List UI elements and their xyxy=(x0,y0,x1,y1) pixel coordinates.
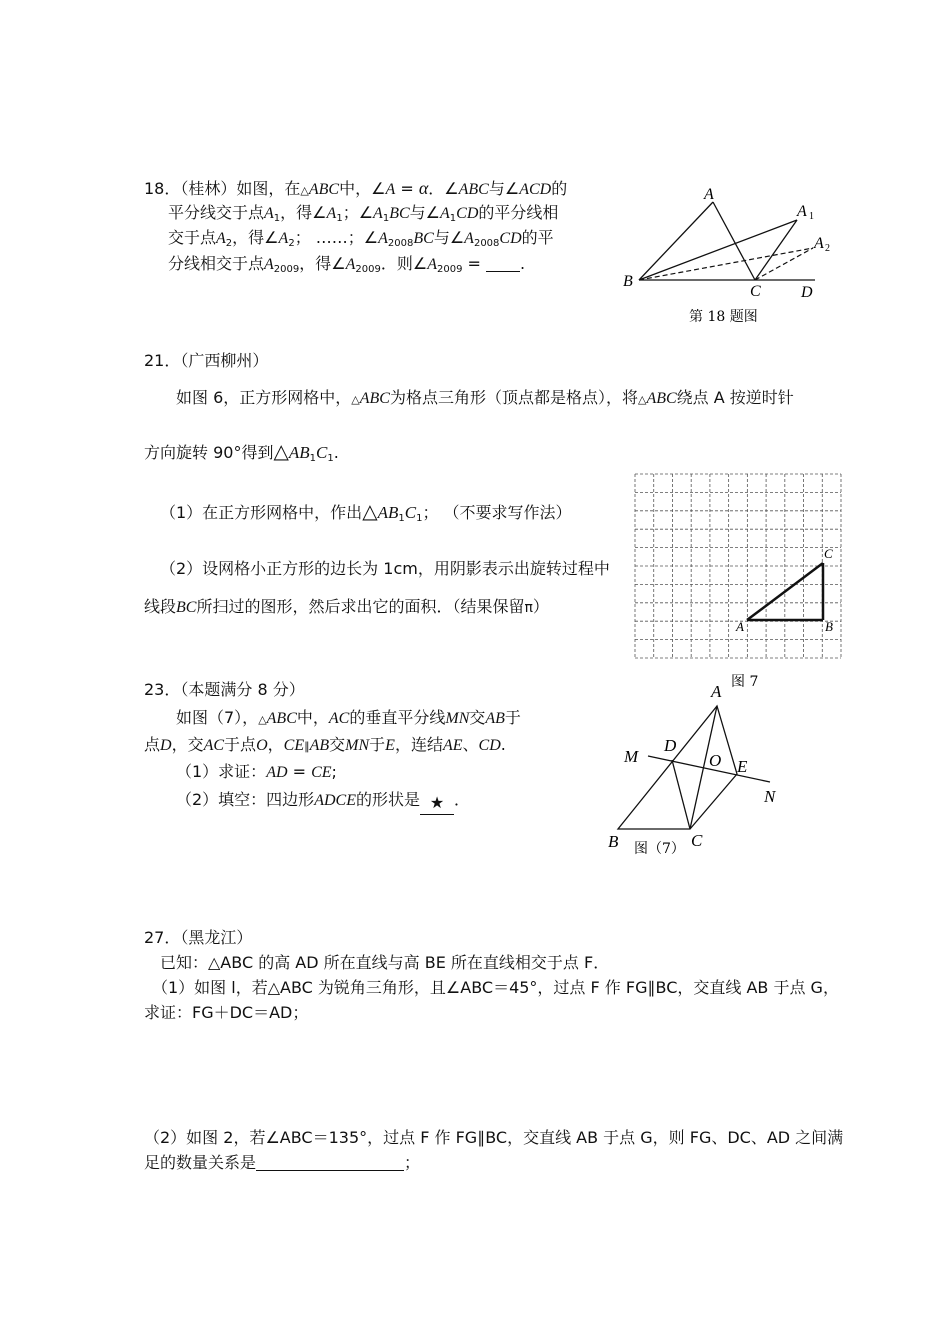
q23-text: 于 xyxy=(504,708,521,727)
q18-sub: 2009 xyxy=(273,264,300,275)
q21-text: （2）设网格小正方形的边长为 1cm，用阴影表示出旋转过程中 xyxy=(160,559,610,578)
q23-source: （本题满分 8 分） xyxy=(180,680,305,699)
q23-text: 的垂直平分线 xyxy=(349,708,446,727)
q23-text: 点 xyxy=(144,735,161,754)
triangle-symbol: △ xyxy=(362,499,378,523)
q18-var: BC xyxy=(389,205,410,222)
q21-sub: 1 xyxy=(416,513,423,524)
q18-var: A xyxy=(264,256,274,273)
q21-line-2 xyxy=(176,387,794,411)
q23-text: ， xyxy=(267,735,284,754)
q18-var: A xyxy=(440,205,450,222)
q27-number: 27． xyxy=(144,928,181,947)
q18-var: CD xyxy=(456,205,479,222)
q18-var: A xyxy=(264,205,274,222)
q21-text: ； （不要求写作法） xyxy=(422,503,572,522)
q23-text: 于点 xyxy=(224,735,257,754)
q18-text: 与∠ xyxy=(409,203,441,222)
q21-var: AB xyxy=(288,443,310,462)
q18-sub: 2009 xyxy=(436,264,463,275)
q18-answer-blank[interactable] xyxy=(486,271,520,272)
q23-var: AC xyxy=(328,710,350,727)
q23-text: ; xyxy=(331,762,337,781)
label-n: N xyxy=(764,787,776,806)
q21-line-1 xyxy=(144,350,268,372)
q18-text: ； ……；∠ xyxy=(294,228,379,247)
q23-var: E xyxy=(385,737,395,754)
q23-text: = xyxy=(287,762,312,781)
q18-line-1 xyxy=(144,177,567,202)
q23-number: 23． xyxy=(144,680,181,699)
label-c: C xyxy=(691,831,703,850)
label-d: D xyxy=(664,736,677,755)
q18-sub: 2 xyxy=(288,238,295,249)
q18-var: ACD xyxy=(519,181,552,198)
q18-text: 的 xyxy=(551,179,568,198)
q18-text: 的平 xyxy=(521,228,554,247)
q18-var: A xyxy=(326,205,337,222)
line-ab xyxy=(639,202,713,280)
q23-var: CE xyxy=(283,737,305,754)
q18-text: = xyxy=(395,179,419,198)
q27-text: ； xyxy=(404,1153,421,1172)
q23-line-1 xyxy=(144,679,305,701)
q21-line-5 xyxy=(160,558,610,580)
figure-caption: 图 7 xyxy=(731,674,759,690)
line-dc xyxy=(672,760,690,829)
q23-text: 于 xyxy=(369,735,386,754)
q23-var: AD xyxy=(266,764,288,781)
q27-line-1 xyxy=(144,927,252,949)
q18-text: ．则∠ xyxy=(380,254,428,273)
q18-number: 18． xyxy=(144,179,181,198)
q18-line-2 xyxy=(168,202,558,230)
q27-part2-b xyxy=(144,1152,420,1174)
q18-sub: 1 xyxy=(273,213,281,224)
triangle-symbol: △ xyxy=(273,439,289,463)
q21-var: ABC xyxy=(359,390,390,407)
q21-text: （1）在正方形网格中，作出 xyxy=(160,503,363,522)
q21-text: 方向旋转 90°得到 xyxy=(144,443,274,462)
q18-text: ；∠ xyxy=(342,203,374,222)
q18-sub: 2 xyxy=(225,238,233,249)
q21-text: 所扫过的图形，然后求出它的面积．（结果保留 xyxy=(196,597,525,616)
q23-var: ABC xyxy=(266,710,297,727)
parallel-symbol: ∥ xyxy=(304,740,310,753)
q18-source: （桂林） xyxy=(180,179,237,198)
q23-var: CD xyxy=(478,737,501,754)
q21-line-3 xyxy=(144,440,339,470)
label-c: C xyxy=(750,283,761,300)
q23-figure xyxy=(600,680,800,860)
q18-text: ．∠ xyxy=(428,179,459,198)
q18-line-4 xyxy=(168,253,525,281)
q18-text: 与∠ xyxy=(433,228,465,247)
line-ac xyxy=(713,202,755,280)
q18-text: ，得∠ xyxy=(232,228,279,247)
label-a: A xyxy=(704,186,714,203)
line-ca1 xyxy=(755,220,797,280)
grid-label-a: A xyxy=(736,619,744,634)
figure-caption: 图（7） xyxy=(634,841,685,857)
q18-var: A xyxy=(427,256,437,273)
q18-var: CD xyxy=(499,230,522,247)
q23-var: AB xyxy=(309,737,330,754)
label-a: A xyxy=(711,682,722,701)
q27-part1: （1）如图 l，若△ABC 为锐角三角形，且∠ABC＝45°，过点 F 作 FG∥BC，交直线 AB 于点 G， xyxy=(152,978,839,997)
q21-line-6 xyxy=(144,596,549,619)
q18-sub: 2008 xyxy=(473,238,500,249)
label-b: B xyxy=(608,832,619,851)
q23-line-5 xyxy=(176,789,470,815)
q23-text: 的形状是 xyxy=(355,790,420,809)
q27-part2: （2）如图 2，若∠ABC＝135°，过点 F 作 FG∥BC，交直线 AB 于点 G，则 FG、DC、AD 之间满 xyxy=(144,1128,844,1147)
q23-text: （2）填空：四边形 xyxy=(176,790,315,809)
q21-var: BC xyxy=(176,599,197,616)
q18-var: ABC xyxy=(458,181,489,198)
q21-sub: 1 xyxy=(327,453,334,464)
q18-text: 中，∠ xyxy=(339,179,386,198)
q18-var: A xyxy=(373,205,383,222)
q18-text: 平分线交于点 xyxy=(168,203,265,222)
q18-text: 与∠ xyxy=(488,179,520,198)
q18-var: A xyxy=(345,256,356,273)
q21-var: ABC xyxy=(646,390,677,407)
q23-text: 中， xyxy=(296,708,329,727)
q27-part1-b: 求证：FG＋DC＝AD； xyxy=(144,1003,309,1022)
q18-sub: 1 xyxy=(449,213,457,224)
q23-text: 如图（7）， xyxy=(176,708,259,727)
q21-number: 21． xyxy=(144,351,181,370)
q23-line-4 xyxy=(176,761,337,784)
q23-var: AE xyxy=(442,737,463,754)
label-a2: A xyxy=(814,235,824,252)
q21-var: AB xyxy=(377,503,399,522)
triangle-symbol: △ xyxy=(300,184,309,197)
q23-text: . xyxy=(500,735,506,754)
label-e: E xyxy=(737,757,748,776)
q23-answer-blank[interactable] xyxy=(420,792,454,815)
q27-answer-blank[interactable] xyxy=(256,1170,404,1171)
q18-text: ，得∠ xyxy=(299,254,346,273)
q21-text: . xyxy=(333,443,339,462)
q21-text: 线段 xyxy=(144,597,177,616)
q23-var: ADCE xyxy=(314,792,356,809)
q23-var: AB xyxy=(485,710,505,727)
q21-var: C xyxy=(404,503,417,522)
q23-var: MN xyxy=(345,737,370,754)
label-a2-sub: 2 xyxy=(825,243,830,254)
label-a1-sub: 1 xyxy=(809,211,814,222)
q18-sub: 2009 xyxy=(355,264,381,275)
q21-text: 绕点 A 按逆时针 xyxy=(676,388,794,407)
q18-var: A xyxy=(385,181,396,198)
label-b: B xyxy=(623,273,633,290)
q18-text: . xyxy=(520,254,526,273)
q21-line-4 xyxy=(160,500,572,530)
q23-text: ，连结 xyxy=(394,735,443,754)
q18-var: A xyxy=(278,230,289,247)
q27-given: 已知：△ABC 的高 AD 所在直线与高 BE 所在直线相交于点 F． xyxy=(160,953,610,972)
q23-var: CE xyxy=(311,764,332,781)
alpha-symbol: α xyxy=(418,178,429,198)
triangle-symbol: △ xyxy=(637,393,647,406)
line-ba1 xyxy=(639,220,797,280)
q18-var: A xyxy=(378,230,388,247)
q21-text: 为格点三角形（顶点都是格点），将 xyxy=(389,388,638,407)
q18-sub: 2008 xyxy=(387,238,414,249)
label-a1: A xyxy=(797,203,807,220)
q21-sub: 1 xyxy=(398,513,405,524)
q21-sub: 1 xyxy=(309,453,316,464)
q18-sub: 1 xyxy=(382,213,390,224)
triangle-symbol: △ xyxy=(351,393,360,406)
q21-source: （广西柳州） xyxy=(180,351,269,370)
label-m: M xyxy=(624,747,639,766)
q18-var: BC xyxy=(413,230,434,247)
q18-sub: 1 xyxy=(336,213,343,224)
q23-var: AC xyxy=(203,737,225,754)
q18-text: ，得∠ xyxy=(280,203,327,222)
q23-var: D xyxy=(160,737,172,754)
q23-text: ． xyxy=(453,790,470,809)
q18-text: 交于点 xyxy=(168,228,217,247)
q23-text: 、 xyxy=(462,735,479,754)
label-d: D xyxy=(801,284,813,301)
q18-text: 分线相交于点 xyxy=(168,254,265,273)
grid-label-b: B xyxy=(825,619,833,634)
pi-symbol: π xyxy=(524,600,533,616)
q21-text: ） xyxy=(532,597,549,616)
q27-text: 足的数量关系是 xyxy=(144,1153,257,1172)
q27-source: （黑龙江） xyxy=(180,928,253,947)
figure-caption: 第 18 题图 xyxy=(689,309,758,325)
q23-line-3 xyxy=(144,734,506,758)
q18-text: 的平分线相 xyxy=(478,203,559,222)
star-icon: ★ xyxy=(429,793,445,812)
q23-var: MN xyxy=(445,710,470,727)
q23-line-2 xyxy=(176,707,521,731)
q23-text: 交 xyxy=(469,708,486,727)
q18-var: A xyxy=(464,230,474,247)
q21-var: C xyxy=(316,443,328,462)
q18-text: = xyxy=(462,254,487,273)
q23-text: （1）求证： xyxy=(176,762,267,781)
q21-text: 如图 6，正方形网格中， xyxy=(176,388,352,407)
grid-label-c: C xyxy=(824,546,833,561)
q18-figure xyxy=(615,180,845,330)
q18-line-3 xyxy=(168,227,554,255)
triangle-symbol: △ xyxy=(258,713,267,726)
q21-grid-figure xyxy=(633,472,843,692)
q18-var: ABC xyxy=(308,181,340,198)
q23-text: 交 xyxy=(329,735,346,754)
label-o: O xyxy=(709,751,722,770)
q23-var: O xyxy=(256,737,268,754)
q18-text: 如图，在 xyxy=(236,179,301,198)
q23-text: ，交 xyxy=(171,735,204,754)
q18-var: A xyxy=(216,230,226,247)
